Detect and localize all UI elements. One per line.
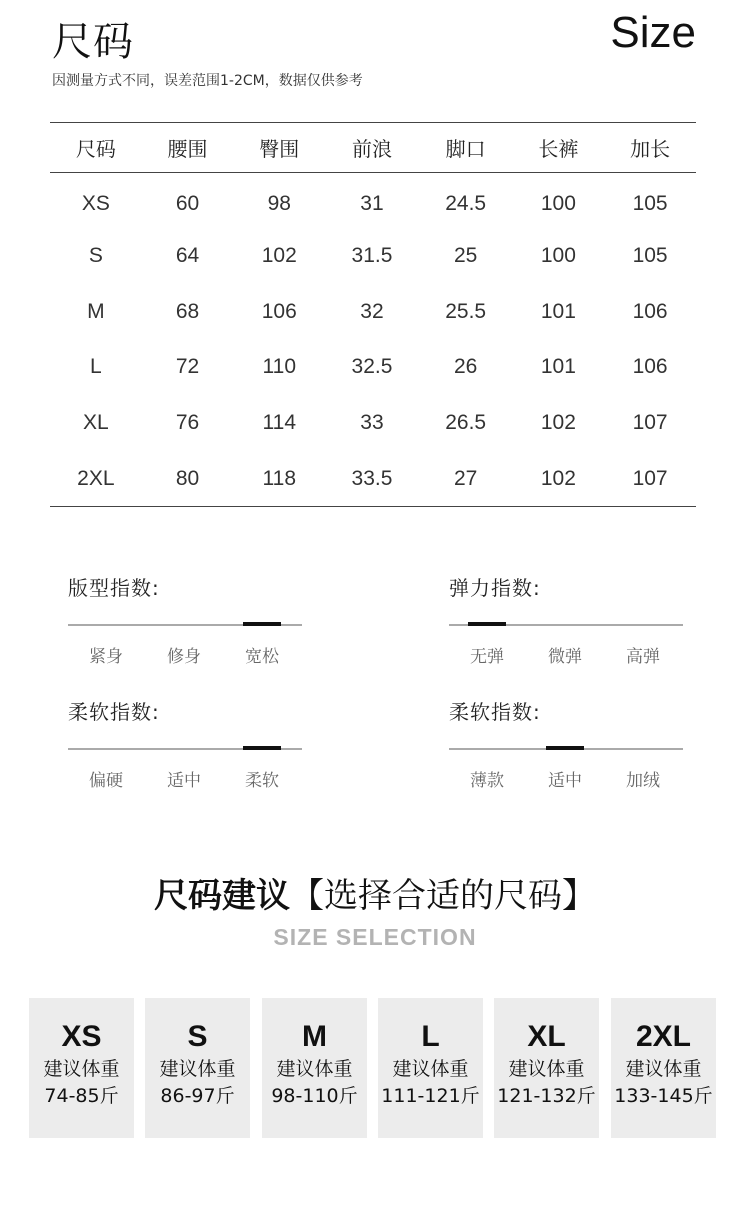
table-cell: 68 xyxy=(175,299,200,323)
page-title-en: Size xyxy=(610,8,696,57)
table-cell: 106 xyxy=(632,299,668,323)
index-track xyxy=(68,748,302,750)
index-track xyxy=(449,624,683,626)
card-weight-range: 121-132斤 xyxy=(497,1085,596,1107)
index-option: 柔软 xyxy=(245,771,279,791)
table-cell: 102 xyxy=(540,411,576,435)
table-row xyxy=(50,228,696,284)
table-cell: 114 xyxy=(262,411,296,435)
card-weight-label: 建议体重 xyxy=(276,1058,353,1080)
index-label: 版型指数: xyxy=(68,576,160,600)
table-cell: 107 xyxy=(632,411,668,435)
table-cell: 24.5 xyxy=(445,191,487,215)
table-cell: 102 xyxy=(513,451,605,507)
table-cell: 107 xyxy=(604,451,696,507)
size-card xyxy=(378,998,483,1138)
index-label: 弹力指数: xyxy=(449,576,541,600)
table-cell: 33 xyxy=(360,411,384,435)
table-cell: 101 xyxy=(540,355,576,379)
card-weight-label: 建议体重 xyxy=(508,1058,585,1080)
card-weight-label: 建议体重 xyxy=(159,1058,236,1080)
size-table xyxy=(50,122,696,507)
card-size: XS xyxy=(61,1020,102,1053)
column-header: 前浪 xyxy=(325,123,419,173)
table-cell: 105 xyxy=(632,244,668,268)
size-card xyxy=(262,998,367,1138)
column-header: 加长 xyxy=(604,123,696,173)
index-option: 紧身 xyxy=(89,647,123,667)
recommendation-title xyxy=(0,868,750,917)
table-cell: 98 xyxy=(267,191,291,215)
table-cell: 64 xyxy=(175,244,200,268)
index-option: 微弹 xyxy=(548,647,582,667)
fit-index xyxy=(68,572,302,667)
table-cell: 102 xyxy=(261,244,297,268)
index-option: 偏硬 xyxy=(89,771,123,791)
recommendation-subtitle: SIZE SELECTION xyxy=(273,924,477,950)
card-size: M xyxy=(302,1020,327,1053)
card-weight-label: 建议体重 xyxy=(392,1058,469,1080)
size-card xyxy=(494,998,599,1138)
index-option: 适中 xyxy=(167,771,201,791)
index-option: 修身 xyxy=(167,647,201,667)
size-cards xyxy=(29,998,719,1138)
index-option: 薄款 xyxy=(470,771,504,791)
table-cell: 76 xyxy=(175,411,200,435)
size-card xyxy=(611,998,716,1138)
column-header: 臀围 xyxy=(233,123,325,173)
table-row xyxy=(50,173,696,229)
table-cell: 80 xyxy=(142,451,234,507)
card-weight-range: 98-110斤 xyxy=(271,1085,358,1107)
measurement-note: 因测量方式不同，误差范围1-2CM，数据仅供参考 xyxy=(52,73,363,89)
column-header: 脚口 xyxy=(419,123,513,173)
table-cell: 110 xyxy=(262,355,296,379)
card-size: XL xyxy=(527,1020,566,1053)
card-weight-range: 74-85斤 xyxy=(44,1085,119,1107)
recommendation-title-bold: 尺码建议 xyxy=(154,876,290,916)
table-row xyxy=(50,395,696,451)
table-cell: 106 xyxy=(632,355,668,379)
index-label: 柔软指数: xyxy=(68,700,160,724)
card-weight-label: 建议体重 xyxy=(43,1058,120,1080)
table-cell: 118 xyxy=(233,451,325,507)
index-marker xyxy=(546,746,584,750)
table-cell: 100 xyxy=(540,244,576,268)
size-card xyxy=(29,998,134,1138)
size-cell: 2XL xyxy=(50,451,142,507)
elasticity-index xyxy=(449,572,683,667)
index-option: 加绒 xyxy=(626,771,660,791)
table-cell: 106 xyxy=(261,299,297,323)
size-cell: M xyxy=(87,299,105,323)
index-option: 高弹 xyxy=(626,647,660,667)
size-cell: L xyxy=(90,355,102,379)
size-cell: XL xyxy=(83,411,109,435)
column-header: 尺码 xyxy=(50,123,142,173)
table-cell: 32 xyxy=(360,299,384,323)
table-cell: 60 xyxy=(175,191,200,215)
index-marker xyxy=(468,622,506,626)
index-track xyxy=(68,624,302,626)
size-cell: XS xyxy=(81,191,110,215)
table-cell: 101 xyxy=(540,299,576,323)
table-cell: 33.5 xyxy=(325,451,419,507)
softness-index xyxy=(68,696,302,791)
card-size: L xyxy=(421,1020,440,1053)
table-row xyxy=(50,340,696,396)
table-cell: 25 xyxy=(453,244,478,268)
index-option: 宽松 xyxy=(245,647,279,667)
table-row xyxy=(50,451,696,507)
table-cell: 105 xyxy=(632,191,668,215)
index-label: 柔软指数: xyxy=(449,700,541,724)
recommendation-title-rest: 【选择合适的尺码】 xyxy=(290,876,596,916)
index-track xyxy=(449,748,683,750)
index-option: 适中 xyxy=(548,771,582,791)
card-weight-range: 111-121斤 xyxy=(381,1085,480,1107)
table-body xyxy=(50,173,696,507)
index-marker xyxy=(243,746,281,750)
table-cell: 31.5 xyxy=(351,244,393,268)
size-cell: S xyxy=(88,244,103,268)
table-cell: 72 xyxy=(175,355,200,379)
table-cell: 27 xyxy=(419,451,513,507)
table-cell: 25.5 xyxy=(445,299,487,323)
column-header: 长裤 xyxy=(513,123,605,173)
index-option: 无弹 xyxy=(470,647,504,667)
column-header: 腰围 xyxy=(142,123,234,173)
table-cell: 26.5 xyxy=(445,411,487,435)
card-size: 2XL xyxy=(635,1020,692,1053)
table-cell: 31 xyxy=(360,191,384,215)
page-title: 尺码 xyxy=(52,19,134,65)
card-weight-range: 86-97斤 xyxy=(160,1085,235,1107)
card-size: S xyxy=(187,1020,208,1053)
card-weight-range: 133-145斤 xyxy=(614,1085,713,1107)
table-header-row xyxy=(50,123,696,173)
table-cell: 26 xyxy=(453,355,478,379)
index-marker xyxy=(243,622,281,626)
card-weight-label: 建议体重 xyxy=(625,1058,702,1080)
table-row xyxy=(50,284,696,340)
table-cell: 100 xyxy=(540,191,576,215)
thickness-index xyxy=(449,696,683,791)
table-cell: 32.5 xyxy=(351,355,393,379)
size-card xyxy=(145,998,250,1138)
